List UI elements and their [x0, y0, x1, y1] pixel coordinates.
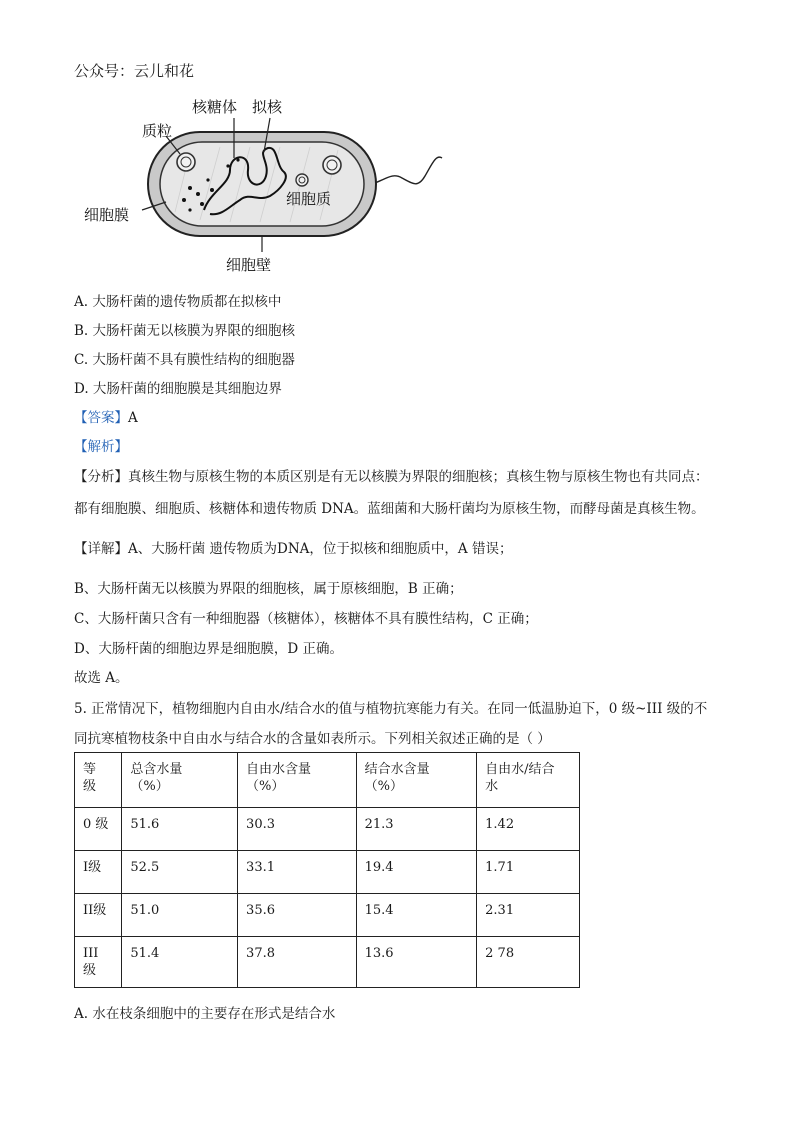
detail-line-c: C、大肠杆菌只含有一种细胞器（核糖体），核糖体不具有膜性结构，C 正确； — [74, 611, 538, 627]
table-row — [75, 894, 580, 937]
answer-tag: 【答案】 — [74, 410, 128, 426]
table-cell: 13.6 — [356, 937, 477, 988]
q5-option-a: A. 水在枝条细胞中的主要存在形式是结合水 — [74, 1006, 336, 1022]
table-cell: 51.4 — [122, 937, 238, 988]
table-cell: 1.42 — [477, 808, 580, 851]
analysis-tag: 【解析】 — [74, 439, 128, 455]
water-content-table — [74, 752, 580, 988]
table-cell: 19.4 — [356, 851, 477, 894]
detail-text-a: A、大肠杆菌 遗传物质为DNA，位于拟核和细胞质中，A 错误； — [128, 541, 513, 557]
table-cell: I级 — [75, 851, 122, 894]
table-cell: 52.5 — [122, 851, 238, 894]
option-d: D. 大肠杆菌的细胞膜是其细胞边界 — [74, 381, 282, 397]
detail-line-a — [74, 537, 512, 557]
detail-tag: 【详解】 — [74, 541, 128, 557]
label-cytoplasm: 细胞质 — [286, 190, 332, 208]
table-cell: 51.0 — [122, 894, 238, 937]
table-cell: 51.6 — [122, 808, 238, 851]
table-cell: 0 级 — [75, 808, 122, 851]
bacterium-illustration — [80, 92, 480, 282]
analysis-subtag: 【分析】 — [74, 469, 128, 485]
table-header-cell: 总含水量 （%） — [122, 753, 238, 808]
label-wall: 细胞壁 — [226, 256, 272, 274]
analysis-text-1: 真核生物与原核生物的本质区别是有无以核膜为界限的细胞核；真核生物与原核生物也有共同点： — [128, 469, 709, 485]
label-nucleoid: 拟核 — [252, 98, 283, 116]
table-row — [75, 937, 580, 988]
table-header-cell: 等 级 — [75, 753, 122, 808]
question5-line-1: 5. 正常情况下，植物细胞内自由水/结合水的值与植物抗寒能力有关。在同一低温胁迫下，0 级~III 级的不 — [74, 701, 708, 717]
option-a: A. 大肠杆菌的遗传物质都在拟核中 — [74, 294, 282, 310]
detail-line-b: B、大肠杆菌无以核膜为界限的细胞核，属于原核细胞，B 正确； — [74, 581, 463, 597]
table-cell: 15.4 — [356, 894, 477, 937]
detail-conclusion: 故选 A。 — [74, 670, 129, 686]
option-b: B. 大肠杆菌无以核膜为界限的细胞核 — [74, 323, 296, 339]
table-cell: III 级 — [75, 937, 122, 988]
table-cell: 35.6 — [238, 894, 357, 937]
table-cell: 2.31 — [477, 894, 580, 937]
table-cell: 21.3 — [356, 808, 477, 851]
analysis-line-1 — [74, 465, 709, 485]
table-header-cell: 自由水含量 （%） — [238, 753, 357, 808]
bacterium-diagram — [80, 92, 480, 282]
table-cell: 37.8 — [238, 937, 357, 988]
table-cell: 2 78 — [477, 937, 580, 988]
detail-line-d: D、大肠杆菌的细胞边界是细胞膜，D 正确。 — [74, 641, 343, 657]
table-header-cell: 结合水含量 （%） — [356, 753, 477, 808]
table-row — [75, 808, 580, 851]
question5-line-2: 同抗寒植物枝条中自由水与结合水的含量如表所示。下列相关叙述正确的是（ ） — [74, 731, 551, 747]
table-cell: 30.3 — [238, 808, 357, 851]
analysis-heading — [74, 435, 128, 455]
label-ribosome: 核糖体 — [192, 98, 238, 116]
label-plasmid: 质粒 — [142, 122, 173, 140]
answer-value: A — [128, 410, 138, 426]
label-membrane: 细胞膜 — [84, 206, 130, 224]
answer-line — [74, 406, 138, 426]
table-cell: 1.71 — [477, 851, 580, 894]
table-cell: II级 — [75, 894, 122, 937]
table-cell: 33.1 — [238, 851, 357, 894]
analysis-line-2: 都有细胞膜、细胞质、核糖体和遗传物质 DNA。蓝细菌和大肠杆菌均为原核生物，而酵母菌是真核生物。 — [74, 501, 705, 517]
option-c: C. 大肠杆菌不具有膜性结构的细胞器 — [74, 352, 295, 368]
table-header-row — [75, 753, 580, 808]
page-header: 公众号：云儿和花 — [74, 62, 195, 80]
table-header-cell: 自由水/结合 水 — [477, 753, 580, 808]
table-row — [75, 851, 580, 894]
